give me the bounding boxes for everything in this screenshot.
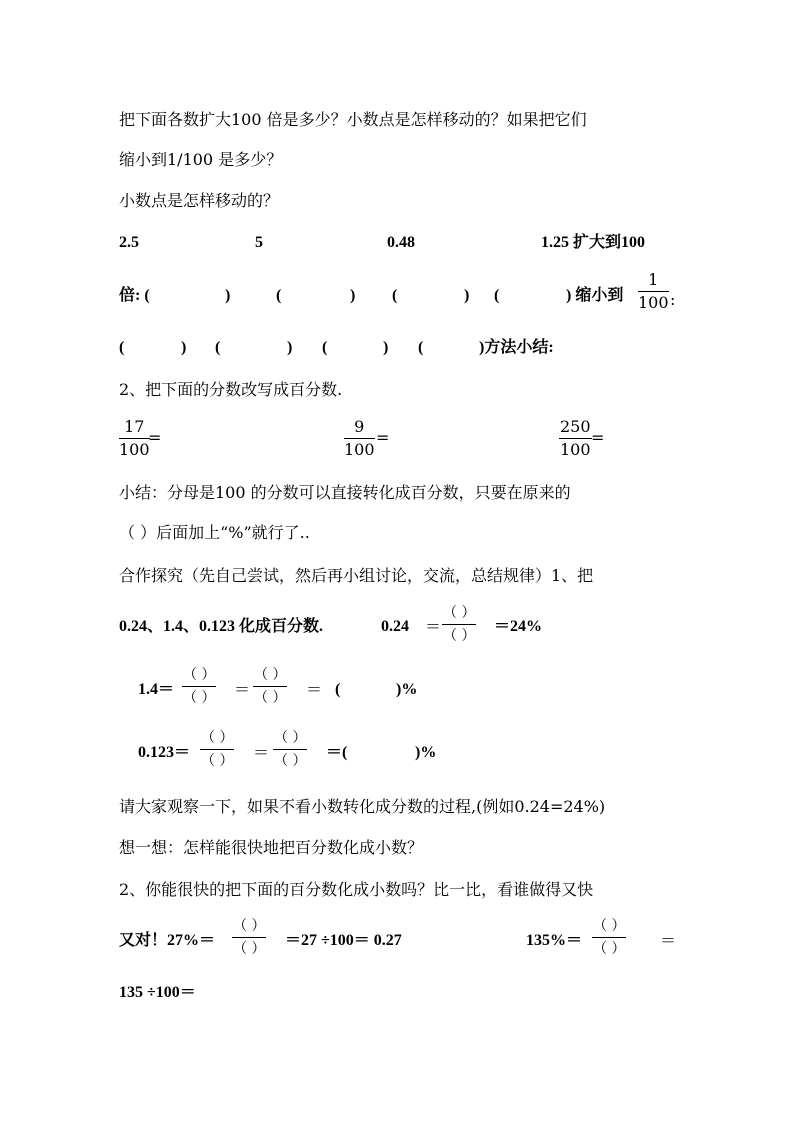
equals-sign: ＝ xyxy=(306,680,323,699)
row-bei-paren: ) xyxy=(225,287,231,304)
fraction-1-100: $\frac{1}{100}$ xyxy=(638,270,669,312)
percent-close: )% xyxy=(396,681,418,698)
observe-line: 请大家观察一下，如果不看小数转化成分数的过程,(例如0.24=24%) xyxy=(119,797,606,816)
summary-line-2: （ ）后面加上“%”就行了.. xyxy=(119,523,310,542)
think-line: 想一想：怎样能很快地把百分数化成小数？ xyxy=(119,838,424,857)
summary-line-1: 小结：分母是100 的分数可以直接转化成百分数，只要在原来的 xyxy=(119,483,571,502)
equals-sign: = xyxy=(591,428,605,447)
row-bei-paren: ( xyxy=(494,287,500,304)
percent-close: )% xyxy=(415,744,437,761)
fraction-blank: （ ） （ ） xyxy=(443,605,476,644)
equals-paren: ＝( xyxy=(326,744,348,761)
number-5: 5 xyxy=(255,234,263,251)
last-row-prefix: 又对！27%＝ xyxy=(119,932,216,949)
equals-sign: = xyxy=(376,428,390,447)
method-summary-label: )方法小结: xyxy=(479,339,554,356)
row-bei-colon: : xyxy=(670,290,676,309)
section-2-title: 2、把下面的分数改写成百分数. xyxy=(119,380,343,399)
example-0-24-label: 0.24 xyxy=(381,618,409,635)
fraction-blank: （ ） （ ） xyxy=(183,667,216,706)
paren-row: ) xyxy=(383,339,389,356)
paren-row: ) xyxy=(287,339,293,356)
last-row-middle: ＝27 ÷100＝ 0.27 xyxy=(285,932,402,949)
number-2-5: 2.5 xyxy=(119,234,139,251)
equals-sign: ＝ xyxy=(253,743,270,762)
fraction-blank: （ ） （ ） xyxy=(233,918,266,957)
example-0-123-label: 0.123＝ xyxy=(138,744,191,761)
equals-sign: = xyxy=(148,428,162,447)
fraction-250-100: $\frac{250}{100}$ xyxy=(560,417,591,459)
equals-sign: ＝ xyxy=(234,680,251,699)
paren-row: ( xyxy=(322,339,328,356)
instruction-line-3: 小数点是怎样移动的？ xyxy=(119,191,280,210)
number-0-48: 0.48 xyxy=(387,234,415,251)
example-1-4-label: 1.4＝ xyxy=(138,681,175,698)
row-bei-paren: ) xyxy=(350,287,356,304)
row-bei-paren: ( xyxy=(276,287,282,304)
fraction-blank: （ ） （ ） xyxy=(274,730,307,769)
paren-row: ( xyxy=(215,339,221,356)
instruction-line-1: 把下面各数扩大100 倍是多少？小数点是怎样移动的？如果把它们 xyxy=(119,110,587,129)
final-line: 135 ÷100＝ xyxy=(119,984,196,1001)
explore-line-2: 0.24、1.4、0.123 化成百分数. xyxy=(119,618,324,635)
last-row-135: 135%＝ xyxy=(526,932,583,949)
fraction-17-100: $\frac{17}{100}$ xyxy=(119,417,150,459)
row-bei-paren: ) xyxy=(464,287,470,304)
explore-line-1: 合作探究（先自己尝试，然后再小组讨论，交流，总结规律）1、把 xyxy=(119,566,594,585)
paren-row: ( xyxy=(119,339,125,356)
row-bei-paren: ( xyxy=(392,287,398,304)
instruction-line-2: 缩小到1/100 是多少？ xyxy=(119,150,283,169)
paren-row: ) xyxy=(181,339,187,356)
number-1-25: 1.25 扩大到100 xyxy=(541,234,646,251)
fraction-9-100: $\frac{9}{100}$ xyxy=(344,417,375,459)
fraction-blank: （ ） （ ） xyxy=(593,918,626,957)
equals-sign: ＝ xyxy=(660,931,677,950)
example-0-24-eq: ＝ xyxy=(425,617,442,636)
fraction-blank: （ ） （ ） xyxy=(201,730,234,769)
paren-row: ( xyxy=(418,339,424,356)
row-bei-prefix: 倍: ( xyxy=(119,287,150,304)
section-2b-title: 2、你能很快的把下面的百分数化成小数吗？比一比，看谁做得又快 xyxy=(119,880,594,899)
example-0-24-result: ＝24% xyxy=(494,618,543,635)
fraction-blank: （ ） （ ） xyxy=(254,667,287,706)
paren-open: ( xyxy=(335,681,341,698)
row-bei-shrink: ) 缩小到 xyxy=(566,287,624,304)
